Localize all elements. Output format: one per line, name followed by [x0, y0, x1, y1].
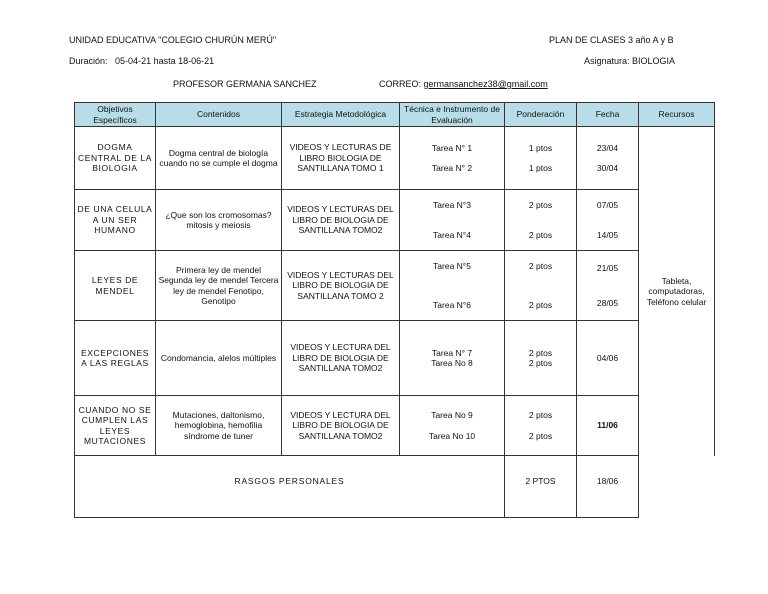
table-row: [75, 190, 715, 251]
ponderacion-cell: [505, 396, 577, 456]
tarea-item: Tarea No 9: [431, 410, 473, 420]
ponderacion-item: 2 ptos: [528, 358, 553, 368]
school-name: UNIDAD EDUCATIVA "COLEGIO CHURÚN MERÚ": [69, 35, 277, 45]
email-line: [379, 79, 548, 89]
tarea-item: Tarea N° 7: [431, 347, 473, 358]
col-header-objetivos: Objetivos Específicos: [75, 103, 156, 127]
fecha-item: 23/04: [596, 142, 619, 153]
duration-value: 05-04-21 hasta 18-06-21: [115, 56, 215, 66]
tarea-item: Tarea N° 2: [431, 163, 473, 173]
fecha-cell: [577, 127, 639, 190]
objetivo-cell: CUANDO NO SE CUMPLEN LAS LEYES MUTACIONES: [75, 396, 156, 456]
ponderacion-item: 2 ptos: [528, 199, 553, 210]
ponderacion-cell: [505, 190, 577, 251]
estrategia-cell: VIDEOS Y LECTURA DEL LIBRO DE BIOLOGIA DE SANTILLANA TOMO2: [282, 396, 400, 456]
table-row: [75, 321, 715, 396]
contenido-cell: Mutaciones, daltonismo, hemoglobina, hemofilia síndrome de tuner: [156, 396, 282, 456]
rasgos-row: [75, 456, 715, 518]
tecnica-cell: [400, 127, 505, 190]
lesson-plan-table: [74, 102, 715, 518]
email-label: CORREO:: [379, 79, 422, 89]
contenido-cell: ¿Que son los cromosomas? mitosis y meiosis: [156, 190, 282, 251]
fecha-item: 21/05: [596, 263, 619, 273]
col-header-contenidos: Contenidos: [156, 103, 282, 127]
tecnica-cell: [400, 396, 505, 456]
col-header-ponderacion: Ponderación: [505, 103, 577, 127]
rasgos-empty-cell: [639, 456, 715, 518]
fecha-item: 11/06: [597, 420, 618, 431]
ponderacion-cell: [505, 321, 577, 396]
ponderacion-item: 2 ptos: [528, 347, 553, 358]
table-row: [75, 396, 715, 456]
duration-label: Duración:: [69, 56, 108, 66]
fecha-item: 07/05: [596, 199, 619, 210]
objetivo-cell: DOGMA CENTRAL DE LA BIOLOGIA: [75, 127, 156, 190]
ponderacion-item: 1 ptos: [528, 142, 553, 153]
fecha-item: 04/06: [596, 352, 619, 363]
rasgos-ponderacion-cell: 2 PTOS: [505, 456, 577, 518]
fecha-item: 14/05: [596, 230, 619, 240]
ponderacion-item: 2 ptos: [528, 430, 553, 441]
col-header-recursos: Recursos: [639, 103, 715, 127]
fecha-cell: [577, 190, 639, 251]
tarea-item: Tarea N°3: [433, 199, 471, 210]
duration: [69, 56, 214, 66]
objetivo-cell: LEYES DE MENDEL: [75, 251, 156, 321]
fecha-cell: [577, 321, 639, 396]
tarea-item: Tarea No 10: [428, 430, 476, 441]
ponderacion-item: 2 ptos: [528, 410, 553, 420]
ponderacion-item: 2 ptos: [528, 299, 553, 310]
ponderacion-item: 1 ptos: [528, 163, 553, 173]
col-header-fecha: Fecha: [577, 103, 639, 127]
table-row: [75, 127, 715, 190]
tarea-item: Tarea N°5: [433, 261, 471, 271]
tecnica-cell: [400, 321, 505, 396]
subject: Asignatura: BIOLOGIA: [584, 56, 676, 66]
objetivo-cell: EXCEPCIONES A LAS REGLAS: [75, 321, 156, 396]
contenido-cell: Primera ley de mendel Segunda ley de mendel Tercera ley de mendel Fenotipo, Genotipo: [156, 251, 282, 321]
tecnica-cell: [400, 190, 505, 251]
ponderacion-item: 2 ptos: [528, 230, 553, 240]
recursos-cell: Tableta, computadoras, Teléfono celular: [639, 127, 715, 456]
table-row: [75, 251, 715, 321]
tarea-item: Tarea N° 1: [431, 142, 473, 153]
plan-title: PLAN DE CLASES 3 año A y B: [549, 35, 674, 45]
rasgos-label-cell: RASGOS PERSONALES: [75, 456, 505, 518]
tecnica-cell: [400, 251, 505, 321]
estrategia-cell: VIDEOS Y LECTURA DEL LIBRO DE BIOLOGIA DE SANTILLANA TOMO2: [282, 321, 400, 396]
ponderacion-cell: [505, 251, 577, 321]
contenido-cell: Condomancia, alelos múltiples: [156, 321, 282, 396]
ponderacion-item: 2 ptos: [528, 261, 553, 271]
tarea-item: Tarea No 8: [431, 358, 473, 368]
contenido-cell: Dogma central de biología cuando no se cumple el dogma: [156, 127, 282, 190]
estrategia-cell: VIDEOS Y LECTURAS DE LIBRO BIOLOGIA DE SANTILLANA TOMO 1: [282, 127, 400, 190]
email-link[interactable]: germansanchez38@gmail.com: [423, 79, 548, 89]
fecha-cell: [577, 251, 639, 321]
estrategia-cell: VIDEOS Y LECTURAS DEL LIBRO DE BIOLOGIA DE SANTILLANA TOMO2: [282, 190, 400, 251]
ponderacion-cell: [505, 127, 577, 190]
fecha-cell: [577, 396, 639, 456]
col-header-estrategia: Estrategia Metodológica: [282, 103, 400, 127]
tarea-item: Tarea N°6: [433, 299, 471, 310]
table-header-row: [75, 103, 715, 127]
fecha-item: 28/05: [596, 297, 619, 308]
rasgos-fecha-cell: 18/06: [577, 456, 639, 518]
estrategia-cell: VIDEOS Y LECTURAS DEL LIBRO DE BIOLOGIA DE SANTILLANA TOMO 2: [282, 251, 400, 321]
col-header-tecnica: Técnica e Instrumento de Evaluación: [400, 103, 505, 127]
tarea-item: Tarea N°4: [433, 230, 471, 240]
teacher-name: PROFESOR GERMANA SANCHEZ: [173, 79, 317, 89]
fecha-item: 30/04: [596, 163, 619, 173]
objetivo-cell: DE UNA CELULA A UN SER HUMANO: [75, 190, 156, 251]
